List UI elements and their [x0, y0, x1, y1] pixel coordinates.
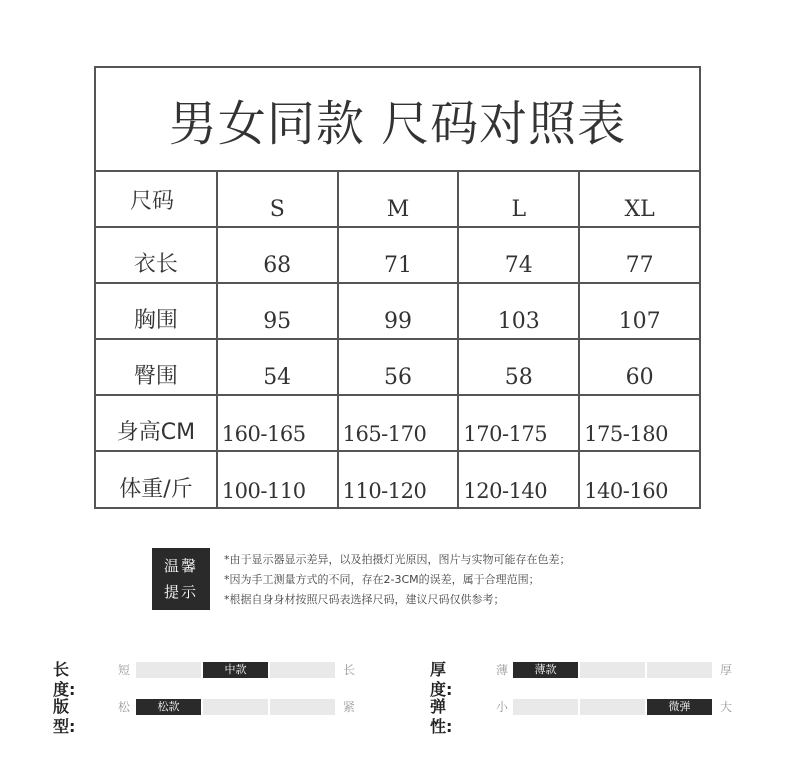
- scale-segment: [580, 662, 645, 678]
- table-row: [96, 340, 699, 396]
- value-cell: 110-120: [339, 452, 460, 507]
- value-cell: 103: [459, 284, 580, 338]
- tip-item: *根据自身身材按照尺码表选择尺码，建议尺码仅供参考；: [224, 593, 505, 606]
- value-cell: 120-140: [459, 452, 580, 507]
- attr-high-label: 厚: [720, 663, 733, 677]
- attr-label: 版型:: [53, 697, 76, 736]
- attr-low-label: 短: [118, 663, 131, 677]
- tip-item: *因为手工测量方式的不同，存在2-3CM的误差，属于合理范围；: [224, 573, 540, 586]
- scale-segment: [136, 662, 201, 678]
- attr-low-label: 薄: [496, 663, 509, 677]
- value-cell: 77: [625, 253, 654, 278]
- value-cell: 165-170: [339, 396, 460, 450]
- scale-segment: [203, 699, 268, 715]
- table-row: [96, 228, 699, 284]
- header-label-cell: 尺码: [96, 172, 218, 226]
- scale-segment-selected: 松款: [136, 699, 201, 715]
- size-chart-table: [94, 66, 701, 509]
- value-cell: 100-110: [218, 452, 339, 507]
- row-label-cell: 身高CM: [96, 396, 218, 450]
- value-cell: 71: [339, 228, 460, 282]
- tip-item: *由于显示器显示差异，以及拍摄灯光原因，图片与实物可能存在色差；: [224, 553, 571, 566]
- attr-high-label: 大: [720, 700, 733, 714]
- value-cell: 60: [625, 365, 654, 390]
- attr-low-label: 松: [118, 700, 131, 714]
- table-title: 男女同款 尺码对照表: [96, 68, 699, 172]
- tips-badge-line: 提示: [163, 583, 198, 601]
- row-label-cell: 胸围: [96, 284, 218, 338]
- value-cell: 56: [339, 340, 460, 394]
- attr-scale: [136, 662, 335, 678]
- value-cell: 54: [218, 340, 339, 394]
- attr-scale: [513, 662, 712, 678]
- tips-list: [224, 550, 571, 610]
- scale-segment: [647, 662, 712, 678]
- row-label-cell: 臀围: [96, 340, 218, 394]
- size-header-cell: S: [218, 172, 339, 226]
- table-row: [96, 284, 699, 340]
- value-cell: 160-165: [218, 396, 339, 450]
- size-header-cell: L: [459, 172, 580, 226]
- attr-label: 厚度:: [430, 660, 453, 699]
- table-row: [96, 452, 699, 507]
- attr-scale: [136, 699, 335, 715]
- scale-segment: [580, 699, 645, 715]
- table-header-row: [96, 172, 699, 228]
- scale-segment-selected: 微弹: [647, 699, 712, 715]
- tips-badge-line: 温馨: [163, 557, 198, 575]
- value-cell: 170-175: [459, 396, 580, 450]
- row-label-cell: 体重/斤: [96, 452, 218, 507]
- scale-segment-selected: 薄款: [513, 662, 578, 678]
- row-label-cell: 衣长: [96, 228, 218, 282]
- table-row: [96, 396, 699, 452]
- scale-segment-selected: 中款: [203, 662, 268, 678]
- size-header-cell: XL: [624, 197, 655, 222]
- value-cell: 58: [459, 340, 580, 394]
- attr-label: 弹性:: [430, 697, 453, 736]
- scale-segment: [270, 662, 335, 678]
- value-cell: 99: [339, 284, 460, 338]
- value-cell: 175-180: [584, 422, 668, 446]
- scale-segment: [270, 699, 335, 715]
- value-cell: 95: [218, 284, 339, 338]
- tips-badge: [152, 548, 210, 610]
- value-cell: 140-160: [584, 479, 668, 503]
- attr-label: 长度:: [53, 660, 76, 699]
- value-cell: 107: [618, 309, 661, 334]
- attr-scale: [513, 699, 712, 715]
- size-header-cell: M: [339, 172, 460, 226]
- attr-high-label: 长: [343, 663, 356, 677]
- value-cell: 68: [218, 228, 339, 282]
- attr-low-label: 小: [496, 700, 509, 714]
- value-cell: 74: [459, 228, 580, 282]
- scale-segment: [513, 699, 578, 715]
- attr-high-label: 紧: [343, 700, 356, 714]
